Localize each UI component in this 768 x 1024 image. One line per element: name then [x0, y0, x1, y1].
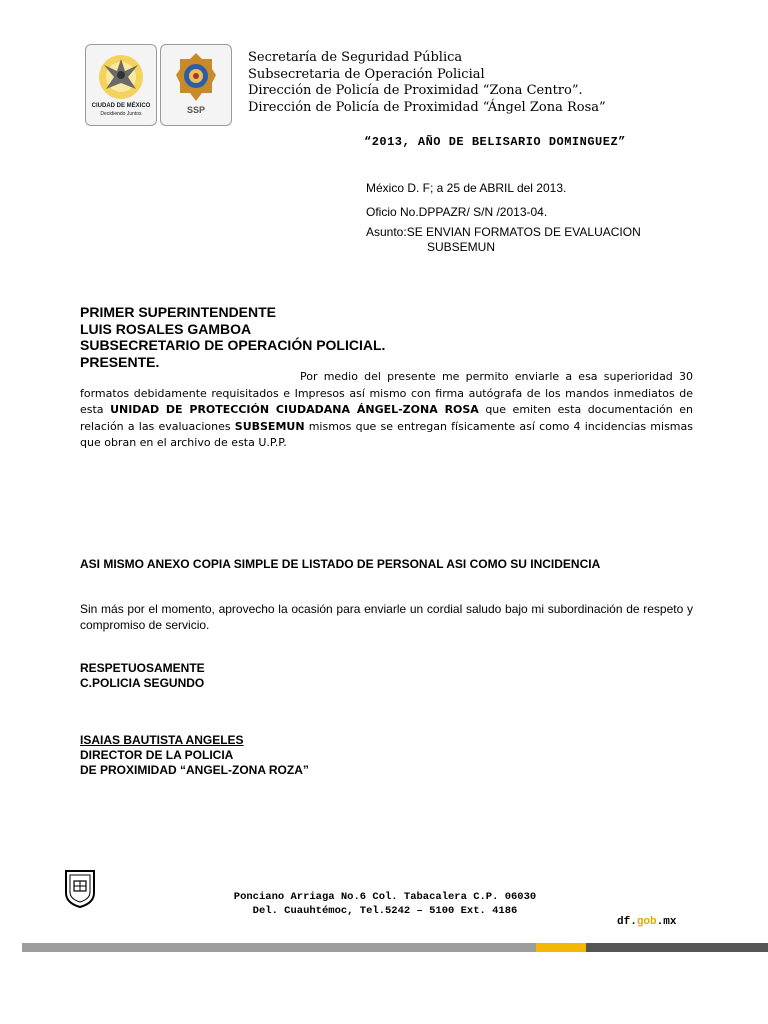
recipient-line: SUBSECRETARIO DE OPERACIÓN POLICIAL. — [80, 337, 386, 353]
footer-bar-dark — [586, 943, 768, 952]
website-link[interactable] — [617, 916, 676, 928]
police-badge-icon — [174, 51, 218, 103]
coat-of-arms-icon — [64, 869, 96, 909]
website-part: .mx — [656, 916, 677, 928]
signer-title: DIRECTOR DE LA POLICIA — [80, 748, 234, 762]
footer-color-bar — [22, 943, 768, 952]
letterhead-line: Dirección de Policía de Proximidad “Zona Centro”. — [248, 83, 583, 98]
recipient-line: PRESENTE. — [80, 353, 160, 370]
footer-bar-gray — [22, 943, 536, 952]
annex-line: ASI MISMO ANEXO COPIA SIMPLE DE LISTADO DE PERSONAL ASI COMO SU INCIDENCIA — [80, 557, 601, 571]
recipient-line: LUIS ROSALES GAMBOA — [80, 320, 252, 337]
signer-name: ISAIAS BAUTISTA ANGELES — [80, 733, 244, 747]
recipient-block — [80, 304, 385, 370]
signer-title: DE PROXIMIDAD “ANGEL-ZONA ROZA” — [80, 763, 309, 777]
cdmx-logo — [85, 44, 157, 126]
website-part: df. — [617, 916, 637, 928]
cdmx-emblem-icon — [94, 51, 148, 101]
asunto-continuation: SUBSEMUN — [427, 240, 496, 254]
letterhead-line: Secretaría de Seguridad Pública — [248, 50, 463, 65]
letterhead — [248, 50, 708, 116]
letterhead-line: Dirección de Policía de Proximidad “Ángel Zona Rosa” — [248, 99, 606, 115]
cdmx-logo-subcaption: Decidiendo Juntos — [100, 111, 142, 117]
website-part-gob: gob — [636, 916, 657, 928]
address-line: Ponciano Arriaga No.6 Col. Tabacalera C.P. 06030 — [233, 891, 537, 903]
address-line: Del. Cuauhtémoc, Tel.5242 – 5100 Ext. 4186 — [252, 905, 518, 917]
signoff-block — [80, 661, 205, 691]
footer-bar-yellow — [536, 943, 586, 952]
ssp-logo — [160, 44, 232, 126]
ssp-logo-caption: SSP — [186, 105, 205, 115]
signoff-line: RESPETUOSAMENTE — [80, 661, 205, 675]
body-text: Por medio del presente me permito enviarle a esa superioridad 30 formatos debidamente requisitados e Impresos así mismo con firma autógrafa de los mandos inmediatos de esta — [80, 370, 693, 416]
oficio-number: Oficio No.DPPAZR/ S/N /2013-04. — [366, 205, 548, 219]
body-text: que emiten esta documentación en relación a las evaluaciones — [80, 403, 693, 433]
year-motto: “2013, AÑO DE BELISARIO DOMINGUEZ” — [364, 135, 626, 149]
cdmx-logo-caption: CIUDAD DE MÉXICO — [91, 103, 151, 109]
unit-name: UNIDAD DE PROTECCIÓN CIUDADANA ÁNGEL-ZONA ROSA — [110, 403, 479, 416]
letterhead-line: Subsecretaria de Operación Policial — [248, 66, 485, 82]
program-name: SUBSEMUN — [234, 419, 305, 433]
asunto: Asunto:SE ENVIAN FORMATOS DE EVALUACION — [366, 225, 641, 239]
recipient-line: PRIMER SUPERINTENDENTE — [80, 304, 277, 320]
closing-paragraph: Sin más por el momento, aprovecho la ocasión para enviarle un cordial saludo bajo mi subordinación de respeto y compromiso de servicio. — [80, 602, 693, 632]
body-paragraph — [80, 369, 693, 452]
body-text: mismos que se entregan físicamente así como 4 incidencias mismas que obran en el archivo de esta U.P.P. — [80, 419, 693, 449]
place-date: México D. F; a 25 de ABRIL del 2013. — [366, 181, 567, 195]
signoff-rank: C.POLICIA SEGUNDO — [80, 676, 205, 690]
signature-block — [80, 733, 309, 778]
footer-address — [150, 890, 620, 918]
